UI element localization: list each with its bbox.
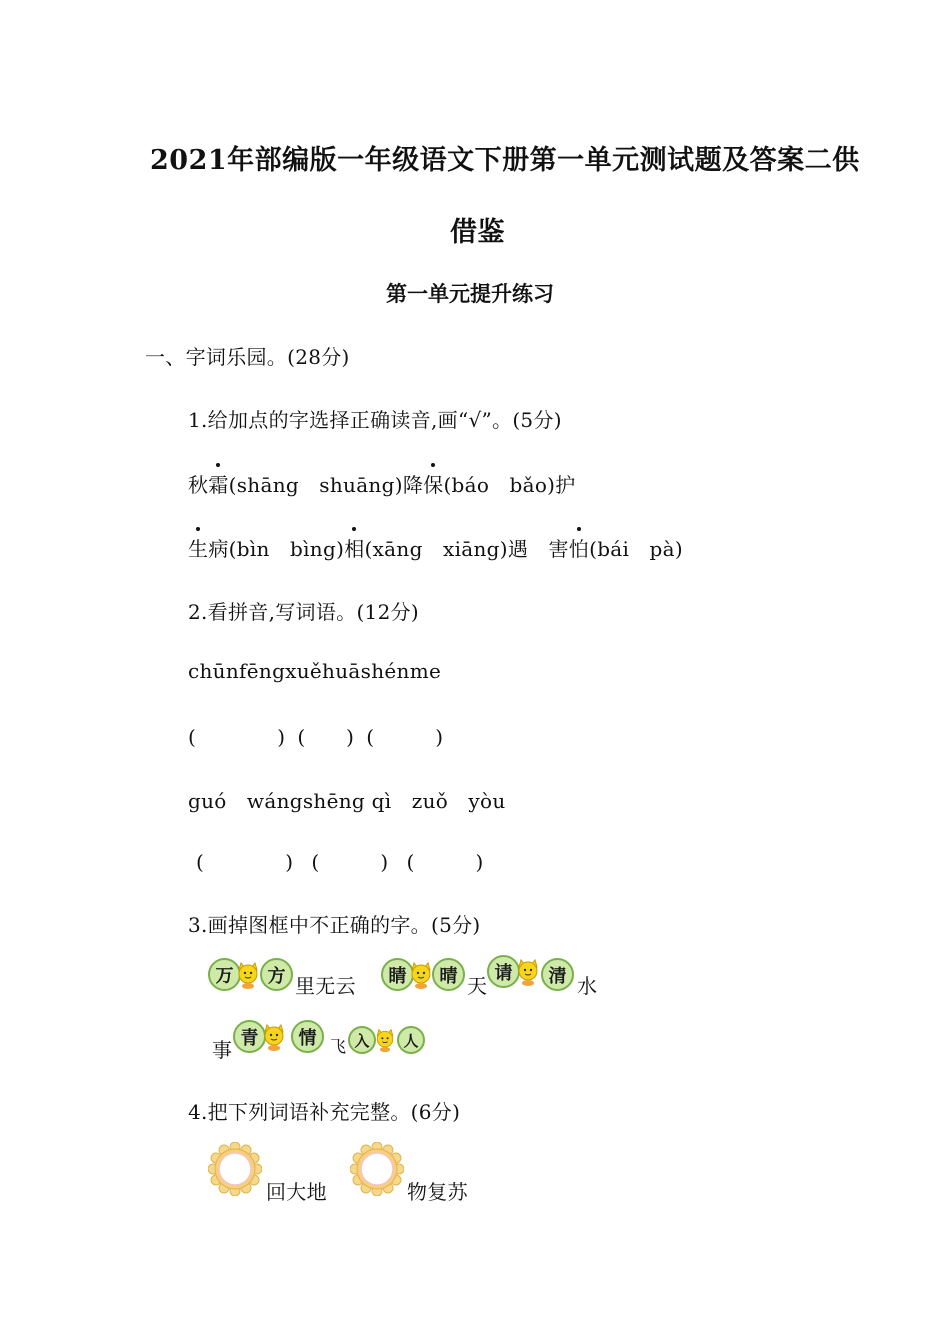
char-bubble[interactable]: 晴 <box>432 958 465 991</box>
text: (báo bǎo)护 <box>443 473 576 497</box>
answer-brackets-1 <box>188 721 443 750</box>
answer-bracket: ( ) <box>406 850 484 874</box>
question-1-row-1 <box>188 469 576 498</box>
pinyin-row-1: chūnfēngxuěhuāshénme <box>188 659 442 683</box>
answer-bracket: ( ) <box>196 850 294 874</box>
char-bubble[interactable]: 情 <box>291 1020 324 1053</box>
question-1-row-2 <box>188 533 683 562</box>
dotted-char: 生 <box>188 533 208 562</box>
char-bubble[interactable]: 睛 <box>381 958 414 991</box>
word-suffix: 回大地 <box>266 1180 327 1204</box>
text: 秋 <box>188 473 209 497</box>
text: 病(bìn bìng) <box>208 537 345 561</box>
word-prefix: 事 <box>212 1038 233 1062</box>
char-bubble[interactable]: 青 <box>233 1020 266 1053</box>
char-bubble[interactable]: 万 <box>208 958 241 991</box>
char-bubble[interactable]: 方 <box>260 958 293 991</box>
word-suffix: 天 <box>467 974 488 998</box>
question-2-heading: 2.看拼音,写词语。(12分) <box>188 600 419 624</box>
answer-brackets-2 <box>196 846 484 875</box>
char-bubble[interactable]: 请 <box>487 955 520 988</box>
word-suffix: 物复苏 <box>407 1180 468 1204</box>
section-heading: 一、字词乐园。(28分) <box>145 345 350 369</box>
dotted-char: 保 <box>423 469 443 498</box>
cat-icon <box>372 1027 398 1053</box>
cat-icon <box>513 957 543 987</box>
text: (xāng xiāng)遇 害 <box>364 537 569 561</box>
word-suffix: 里无云 <box>295 974 356 998</box>
question-3-heading: 3.画掉图框中不正确的字。(5分) <box>188 913 481 937</box>
char-bubble[interactable]: 人 <box>397 1026 425 1054</box>
answer-bracket: ( ) <box>311 850 389 874</box>
cat-icon <box>233 960 263 990</box>
dotted-char: 相 <box>344 533 364 562</box>
question-1-heading: 1.给加点的字选择正确读音,画“√”。(5分) <box>188 408 562 432</box>
char-bubble[interactable]: 入 <box>348 1026 376 1054</box>
word-suffix: 飞 <box>330 1037 347 1056</box>
pinyin-row-2: guó wángshēng qì zuǒ yòu <box>188 789 506 813</box>
page-title-continued: 借鉴 <box>450 217 505 248</box>
dotted-char: 怕 <box>569 533 589 562</box>
text: (shāng shuāng)降 <box>228 473 424 497</box>
page-title: 2021年部编版一年级语文下册第一单元测试题及答案二供 <box>150 145 860 176</box>
char-bubble[interactable]: 清 <box>541 958 574 991</box>
answer-bracket: ( ) <box>366 725 444 749</box>
answer-bracket: ( ) <box>188 725 286 749</box>
cat-icon <box>259 1022 289 1052</box>
section-subtitle: 第一单元提升练习 <box>386 281 554 306</box>
flower-blank-icon[interactable] <box>208 1142 262 1196</box>
question-4-heading: 4.把下列词语补充完整。(6分) <box>188 1100 461 1124</box>
flower-blank-icon[interactable] <box>350 1142 404 1196</box>
text: (bái pà) <box>589 537 683 561</box>
dotted-char: 霜 <box>208 469 228 498</box>
answer-bracket: ( ) <box>297 725 355 749</box>
word-suffix: 水 <box>577 974 598 998</box>
